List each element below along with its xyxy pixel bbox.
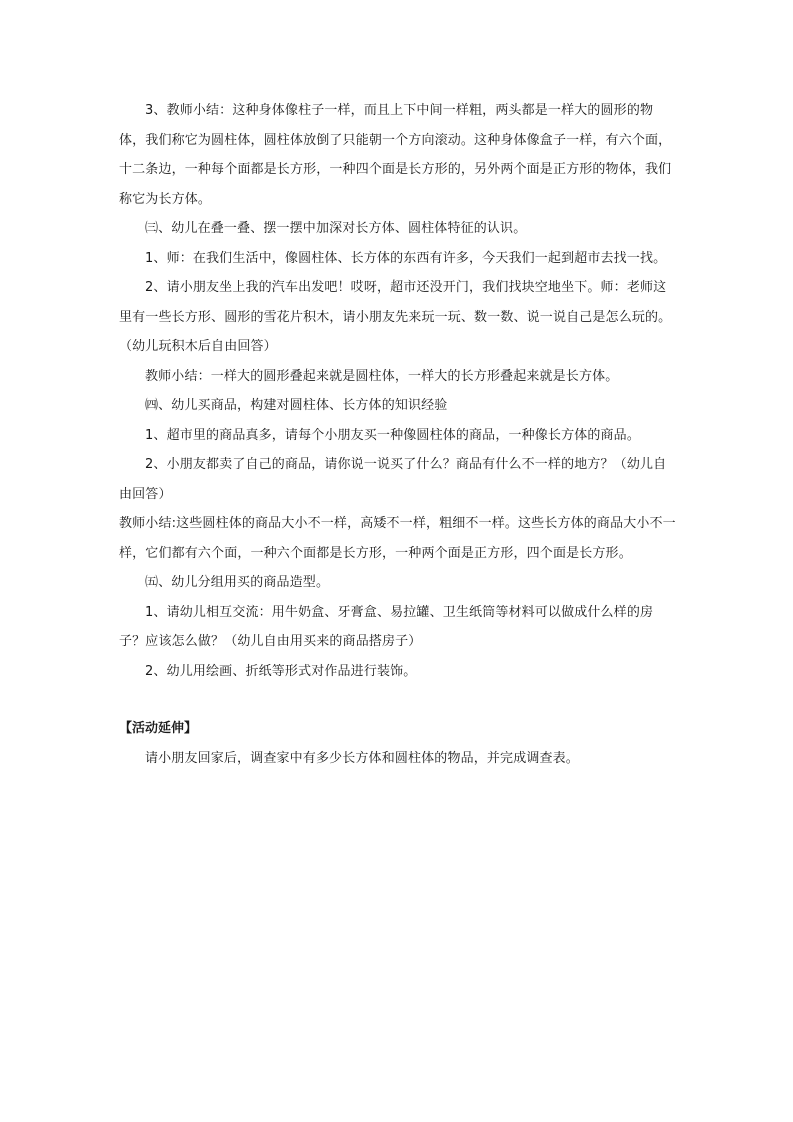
section-3-item-1: 1、师：在我们生活中，像圆柱体、长方体的东西有许多，今天我们一起到超市去找一找。 — [145, 250, 667, 266]
teacher-summary-2: 教师小结：一样大的圆形叠起来就是圆柱体，一样大的长方形叠起来就是长方体。 — [145, 368, 619, 384]
teacher-summary-3: 教师小结:这些圆柱体的商品大小不一样，高矮不一样，粗细不一样。这些长方体的商品大小不一样，它们都有六个面，一种六个面都是长方形，一种两个面是正方形，四个面是长方形。 — [119, 516, 676, 561]
section-5-item-1: 1、请幼儿相互交流：用牛奶盒、牙膏盒、易拉罐、卫生纸筒等材料可以做成什么样的房子？应该怎么做？（幼儿自由用买来的商品搭房子） — [119, 604, 654, 649]
section-4-heading: ㈣、幼儿买商品，构建对圆柱体、长方体的知识经验 — [145, 398, 448, 413]
section-3-heading: ㈢、幼儿在叠一叠、摆一摆中加深对长方体、圆柱体特征的认识。 — [145, 221, 527, 236]
section-4-item-1: 1、超市里的商品真多，请每个小朋友买一种像圆柱体的商品，一种像长方体的商品。 — [145, 427, 640, 443]
extension-text: 请小朋友回家后，调查家中有多少长方体和圆柱体的物品，并完成调查表。 — [145, 750, 579, 766]
section-3-item-2: 2、请小朋友坐上我的汽车出发吧！哎呀，超市还没开门，我们找块空地坐下。师：老师这里有一些长方形、圆形的雪花片积木，请小朋友先来玩一玩、数一数、说一说自己是怎么玩的。（幼儿玩积木后自由回答） — [119, 280, 672, 354]
teacher-summary-1: 3、教师小结：这种身体像柱子一样，而且上下中间一样粗，两头都是一样大的圆形的物体，我们称它为圆柱体，圆柱体放倒了只能朝一个方向滚动。这种身体像盒子一样，有六个面，十二条边，一种每个面都是长方形，一种四个面是长方形的，另外两个面是正方形的物体，我们称它为长方体。 — [119, 103, 672, 207]
section-5-heading: ㈤、幼儿分组用买的商品造型。 — [145, 575, 330, 590]
section-5-item-2: 2、幼儿用绘画、折纸等形式对作品进行装饰。 — [145, 663, 417, 679]
section-4-item-2: 2、小朋友都卖了自己的商品，请你说一说买了什么？商品有什么不一样的地方？（幼儿自由回答） — [119, 457, 667, 502]
document-body — [119, 96, 677, 773]
spacer — [119, 686, 677, 714]
extension-heading: 【活动延伸】 — [119, 721, 198, 736]
